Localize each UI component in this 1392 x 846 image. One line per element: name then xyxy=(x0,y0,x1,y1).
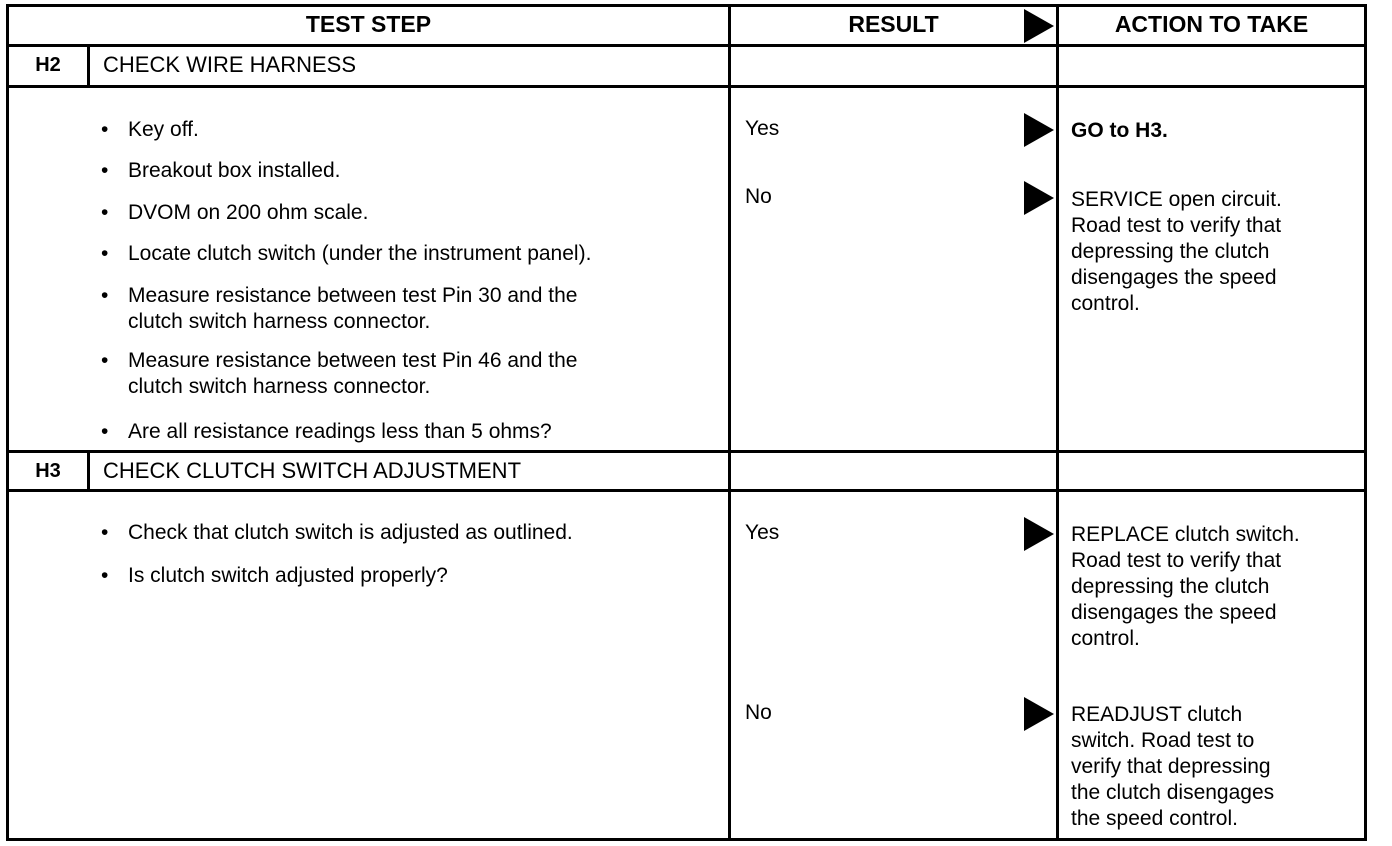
step-bullet: Key off. xyxy=(128,118,199,141)
bullet-icon: • xyxy=(101,420,109,443)
step-bullet: Measure resistance between test Pin 30 and the xyxy=(128,284,578,307)
bullet-icon: • xyxy=(101,242,109,265)
step-bullet: Are all resistance readings less than 5 ohms? xyxy=(128,420,552,443)
action-text xyxy=(1071,522,1300,652)
result-arrow-icon xyxy=(1024,113,1054,147)
action-line: SERVICE open circuit. xyxy=(1071,188,1282,211)
action-line: GO to H3. xyxy=(1071,119,1168,142)
result-value: Yes xyxy=(745,117,780,140)
bullet-icon: • xyxy=(101,521,109,544)
step-title: CHECK CLUTCH SWITCH ADJUSTMENT xyxy=(103,458,522,483)
action-line: control. xyxy=(1071,292,1140,315)
action-line: READJUST clutch xyxy=(1071,703,1243,726)
action-line: REPLACE clutch switch. xyxy=(1071,523,1300,546)
step-bullet: Breakout box installed. xyxy=(128,159,341,182)
h3-title-divider xyxy=(6,489,1367,492)
action-line: the clutch disengages xyxy=(1071,781,1275,804)
result-arrow-icon xyxy=(1024,181,1054,215)
action-text xyxy=(1071,118,1168,144)
action-line: disengages the speed xyxy=(1071,601,1277,624)
action-line: Road test to verify that xyxy=(1071,214,1282,237)
header-result: RESULT xyxy=(848,11,939,37)
result-value: No xyxy=(745,185,772,208)
h3-row-top-divider xyxy=(6,450,1367,453)
table-border-left xyxy=(6,4,9,841)
result-arrow-icon xyxy=(1024,697,1054,731)
step-bullet: Is clutch switch adjusted properly? xyxy=(128,564,448,587)
result-arrow-icon xyxy=(1024,517,1054,551)
step-bullet: Locate clutch switch (under the instrument panel). xyxy=(128,242,592,265)
action-line: the speed control. xyxy=(1071,807,1238,830)
step-code: H2 xyxy=(35,54,61,76)
result-value: No xyxy=(745,701,772,724)
action-text xyxy=(1071,702,1274,832)
step-code: H3 xyxy=(35,460,61,482)
header-test-step: TEST STEP xyxy=(305,11,432,37)
bullet-icon: • xyxy=(101,564,109,587)
header-action: ACTION TO TAKE xyxy=(1114,11,1309,37)
step-title: CHECK WIRE HARNESS xyxy=(103,52,357,77)
bullet-icon: • xyxy=(101,201,109,224)
header-arrow-icon xyxy=(1024,9,1054,43)
h3-code-divider xyxy=(87,450,90,492)
step-bullet: Measure resistance between test Pin 46 and the xyxy=(128,349,578,372)
h2-title-divider xyxy=(6,85,1367,88)
action-line: Road test to verify that xyxy=(1071,549,1282,572)
header-divider xyxy=(6,44,1367,47)
step-bullet: Check that clutch switch is adjusted as outlined. xyxy=(128,521,573,544)
bullet-icon: • xyxy=(101,159,109,182)
action-line: disengages the speed xyxy=(1071,266,1277,289)
h2-code-divider xyxy=(87,44,90,88)
step-bullet-continuation: clutch switch harness connector. xyxy=(128,310,431,333)
action-line: depressing the clutch xyxy=(1071,240,1270,263)
bullet-icon: • xyxy=(101,284,109,307)
step-bullet-continuation: clutch switch harness connector. xyxy=(128,375,431,398)
bullet-icon: • xyxy=(101,349,109,372)
column-divider-result xyxy=(728,4,731,841)
action-line: depressing the clutch xyxy=(1071,575,1270,598)
result-value: Yes xyxy=(745,521,780,544)
action-line: switch. Road test to xyxy=(1071,729,1255,752)
column-divider-action xyxy=(1056,4,1059,841)
action-line: verify that depressing xyxy=(1071,755,1271,778)
action-text xyxy=(1071,187,1282,317)
table-border-top xyxy=(6,4,1367,7)
step-bullet: DVOM on 200 ohm scale. xyxy=(128,201,369,224)
table-border-right xyxy=(1364,4,1367,841)
action-line: control. xyxy=(1071,627,1140,650)
table-border-bottom xyxy=(6,838,1367,841)
bullet-icon: • xyxy=(101,118,109,141)
